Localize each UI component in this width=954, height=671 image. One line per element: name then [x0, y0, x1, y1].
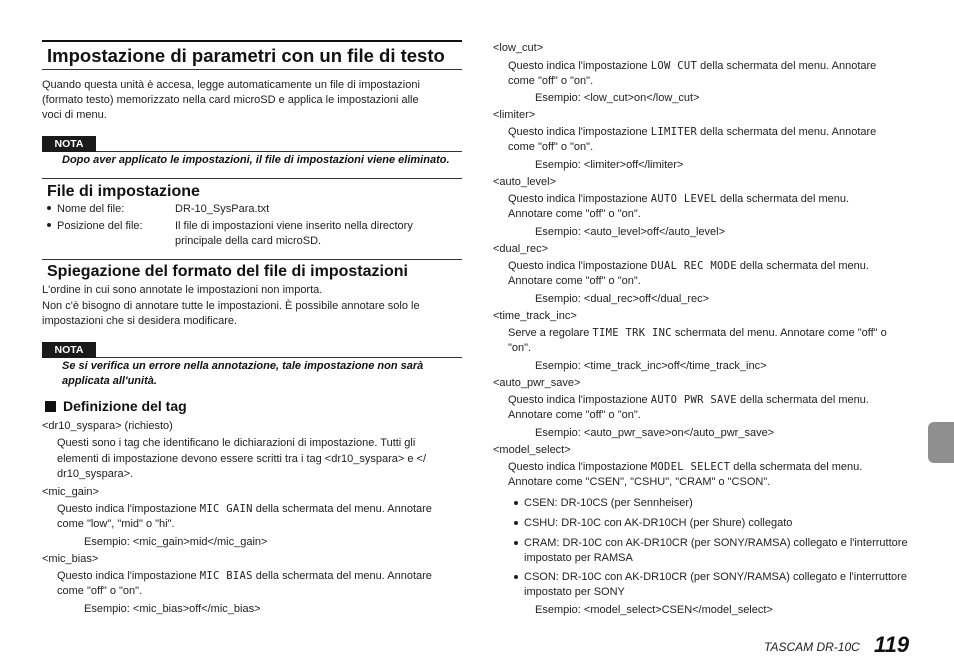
mic-gain-tag: <mic_gain> — [42, 486, 99, 498]
file-name-value: DR-10_SysPara.txt — [175, 203, 270, 215]
page-title: Impostazione di parametri con un file di testo — [47, 45, 445, 66]
section-edge-tab — [928, 422, 954, 463]
time-track-desc-c: "on". — [508, 342, 532, 354]
note-badge-1: NOTA — [42, 136, 96, 152]
mic-bias-desc-c: come "off" o "on". — [57, 585, 143, 597]
model-select-desc-a: Questo indica l'impostazione — [508, 461, 648, 473]
auto-level-code: AUTO LEVEL — [650, 193, 717, 205]
low-cut-desc-c: come "off" o "on". — [508, 75, 594, 87]
syspara-tag: <dr10_syspara> (richiesto) — [42, 420, 173, 432]
limiter-tag: <limiter> — [493, 109, 536, 121]
model-select-desc-c: Annotare come "CSEN", "CSHU", "CRAM" o "CSON". — [508, 476, 771, 488]
mic-gain-desc-a: Questo indica l'impostazione — [57, 503, 197, 515]
auto-level-desc-c: Annotare come "off" o "on". — [508, 208, 641, 220]
model-item-csen: CSEN: DR-10CS (per Sennheiser) — [524, 497, 693, 509]
mic-gain-code: MIC GAIN — [199, 503, 253, 515]
square-bullet-icon — [45, 401, 56, 412]
file-name-label: Nome del file: — [57, 203, 125, 215]
mic-bias-tag: <mic_bias> — [42, 553, 99, 565]
tag-heading: Definizione del tag — [63, 398, 187, 414]
auto-level-example: Esempio: <auto_level>off</auto_level> — [535, 226, 725, 238]
format-heading: Spiegazione del formato del file di impostazioni — [47, 263, 408, 280]
title-bottom-rule — [42, 69, 462, 70]
auto-pwr-tag: <auto_pwr_save> — [493, 377, 581, 389]
auto-pwr-desc-c: Annotare come "off" o "on". — [508, 409, 641, 421]
dual-rec-code: DUAL REC MODE — [650, 260, 737, 272]
dual-rec-desc-a: Questo indica l'impostazione — [508, 260, 648, 272]
format-text-2: Non c'è bisogno di annotare tutte le impostazioni. È possibile annotare solo le — [42, 300, 420, 312]
limiter-desc-b: della schermata del menu. Annotare — [700, 126, 877, 138]
model-item-cram-1: CRAM: DR-10C con AK-DR10CR (per SONY/RAMSA) collegato e l'interruttore — [524, 537, 908, 549]
auto-pwr-desc-a: Questo indica l'impostazione — [508, 394, 648, 406]
low-cut-tag: <low_cut> — [493, 42, 544, 54]
limiter-code: LIMITER — [650, 126, 698, 138]
auto-pwr-example: Esempio: <auto_pwr_save>on</auto_pwr_save> — [535, 427, 775, 439]
format-text-1: L'ordine in cui sono annotate le impostazioni non importa. — [42, 284, 323, 296]
note-1-rule — [96, 151, 462, 152]
file-heading-rule — [42, 178, 462, 179]
note-1-text: Dopo aver applicato le impostazioni, il file di impostazioni viene eliminato. — [62, 154, 450, 166]
time-track-desc-b: schermata del menu. Annotare come "off" o — [674, 327, 887, 339]
mic-gain-desc-b: della schermata del menu. Annotare — [255, 503, 432, 515]
bullet-icon — [514, 501, 518, 505]
low-cut-desc — [508, 59, 876, 74]
dual-rec-tag: <dual_rec> — [493, 243, 549, 255]
time-track-example: Esempio: <time_track_inc>off</time_track_inc> — [535, 360, 767, 372]
dual-rec-example: Esempio: <dual_rec>off</dual_rec> — [535, 293, 710, 305]
model-select-tag: <model_select> — [493, 444, 571, 456]
file-position-value-1: Il file di impostazioni viene inserito nella directory — [175, 220, 413, 232]
intro-line-2: (formato testo) memorizzato nella card microSD e applica le impostazioni alle — [42, 94, 419, 106]
model-select-desc — [508, 460, 862, 475]
note-2-rule — [96, 357, 462, 358]
mic-bias-code: MIC BIAS — [199, 570, 253, 582]
file-position-label: Posizione del file: — [57, 220, 143, 232]
mic-gain-desc — [57, 502, 432, 517]
syspara-desc-3: dr10_syspara>. — [57, 468, 134, 480]
syspara-desc-2: elementi di impostazione devono essere scritti tra i tag <dr10_syspara> e </ — [57, 453, 427, 465]
format-heading-rule — [42, 259, 462, 260]
limiter-desc-a: Questo indica l'impostazione — [508, 126, 648, 138]
limiter-example: Esempio: <limiter>off</limiter> — [535, 159, 684, 171]
time-track-desc-a: Serve a regolare — [508, 327, 590, 339]
time-track-desc — [508, 326, 887, 341]
low-cut-desc-b: della schermata del menu. Annotare — [700, 60, 877, 72]
auto-level-tag: <auto_level> — [493, 176, 556, 188]
model-item-cram-2: impostato per RAMSA — [524, 552, 633, 564]
limiter-desc — [508, 125, 876, 140]
auto-level-desc-b: della schermata del menu. — [720, 193, 850, 205]
auto-pwr-desc — [508, 393, 869, 408]
model-select-code: MODEL SELECT — [650, 461, 731, 473]
intro-line-1: Quando questa unità è accesa, legge automaticamente un file di impostazioni — [42, 79, 420, 91]
model-select-example: Esempio: <model_select>CSEN</model_select> — [535, 604, 773, 616]
footer-brand: TASCAM DR-10C — [764, 640, 860, 654]
bullet-icon — [47, 223, 51, 227]
low-cut-desc-a: Questo indica l'impostazione — [508, 60, 648, 72]
dual-rec-desc-c: Annotare come "off" o "on". — [508, 275, 641, 287]
note-2-text-2: applicata all'unità. — [62, 375, 157, 387]
intro-line-3: voci di menu. — [42, 109, 107, 121]
time-track-code: TIME TRK INC — [592, 327, 672, 339]
mic-bias-desc-a: Questo indica l'impostazione — [57, 570, 197, 582]
mic-bias-example: Esempio: <mic_bias>off</mic_bias> — [84, 603, 261, 615]
model-item-cson-1: CSON: DR-10C con AK-DR10CR (per SONY/RAMSA) collegato e l'interruttore — [524, 571, 907, 583]
low-cut-example: Esempio: <low_cut>on</low_cut> — [535, 92, 700, 104]
time-track-tag: <time_track_inc> — [493, 310, 577, 322]
dual-rec-desc-b: della schermata del menu. — [739, 260, 869, 272]
auto-level-desc-a: Questo indica l'impostazione — [508, 193, 648, 205]
auto-pwr-desc-b: della schermata del menu. — [739, 394, 869, 406]
file-position-value-2: principale della card microSD. — [175, 235, 322, 247]
low-cut-code: LOW CUT — [650, 60, 698, 72]
dual-rec-desc — [508, 259, 869, 274]
file-heading: File di impostazione — [47, 183, 200, 200]
mic-gain-example: Esempio: <mic_gain>mid</mic_gain> — [84, 536, 268, 548]
bullet-icon — [47, 206, 51, 210]
mic-bias-desc-b: della schermata del menu. Annotare — [255, 570, 432, 582]
auto-pwr-code: AUTO PWR SAVE — [650, 394, 737, 406]
bullet-icon — [514, 541, 518, 545]
bullet-icon — [514, 575, 518, 579]
model-item-cson-2: impostato per SONY — [524, 586, 625, 598]
mic-bias-desc — [57, 569, 432, 584]
format-text-3: impostazioni che si desidera modificare. — [42, 315, 238, 327]
bullet-icon — [514, 521, 518, 525]
model-item-cshu: CSHU: DR-10C con AK-DR10CH (per Shure) collegato — [524, 517, 793, 529]
title-top-rule — [42, 40, 462, 42]
page-number: 119 — [874, 632, 910, 657]
auto-level-desc — [508, 192, 849, 207]
note-2-text-1: Se si verifica un errore nella annotazione, tale impostazione non sarà — [62, 360, 424, 372]
syspara-desc-1: Questi sono i tag che identificano le dichiarazioni di impostazione. Tutti gli — [57, 437, 416, 449]
mic-gain-desc-c: come "low", "mid" o "hi". — [57, 518, 175, 530]
limiter-desc-c: come "off" o "on". — [508, 141, 594, 153]
note-badge-2: NOTA — [42, 342, 96, 358]
model-select-desc-b: della schermata del menu. — [733, 461, 863, 473]
